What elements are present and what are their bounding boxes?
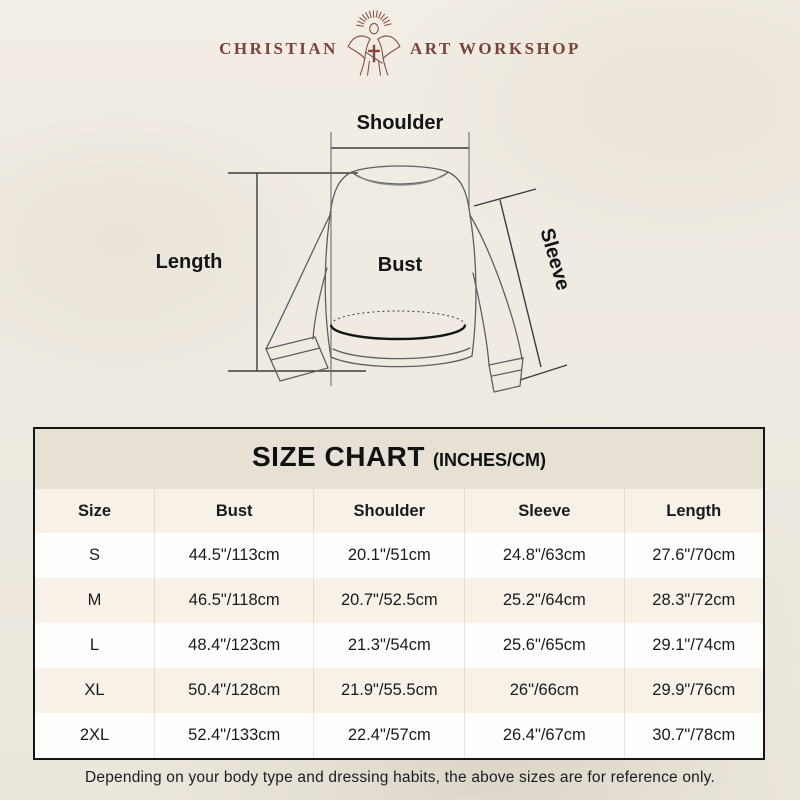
bust-line-dotted bbox=[331, 311, 465, 325]
column-header-bust: Bust bbox=[154, 489, 313, 533]
column-header-size: Size bbox=[77, 501, 112, 520]
table-row-2xl bbox=[35, 713, 763, 758]
sweater-measurement-diagram bbox=[0, 88, 800, 430]
cell-size: XL bbox=[84, 681, 105, 699]
bust-line-solid bbox=[331, 325, 465, 339]
cell-shoulder: 21.9"/55.5cm bbox=[313, 668, 464, 713]
jesus-rays-cross-icon bbox=[336, 6, 412, 78]
cell-shoulder: 21.3"/54cm bbox=[313, 623, 464, 668]
table-header-row bbox=[35, 489, 763, 533]
sleeve-label: Sleeve bbox=[535, 225, 575, 293]
length-label: Length bbox=[155, 251, 223, 273]
cell-bust: 52.4"/133cm bbox=[154, 713, 313, 758]
table-row-s bbox=[35, 533, 763, 578]
column-header-length: Length bbox=[624, 489, 763, 533]
left-sleeve bbox=[266, 215, 330, 349]
cell-length: 29.1"/74cm bbox=[624, 623, 763, 668]
cell-shoulder: 20.7"/52.5cm bbox=[313, 578, 464, 623]
collar-outer bbox=[352, 172, 448, 184]
size-chart-table bbox=[33, 427, 765, 760]
table-row-m bbox=[35, 578, 763, 623]
cell-bust: 50.4"/128cm bbox=[154, 668, 313, 713]
cell-sleeve: 25.2"/64cm bbox=[464, 578, 623, 623]
cell-bust: 46.5"/118cm bbox=[154, 578, 313, 623]
chest-cross-icon bbox=[368, 45, 380, 63]
sweater-outline bbox=[266, 166, 523, 392]
column-header-sleeve: Sleeve bbox=[464, 489, 623, 533]
brand-header bbox=[0, 6, 800, 78]
column-header-shoulder: Shoulder bbox=[313, 489, 464, 533]
size-chart-title: SIZE CHART bbox=[252, 441, 425, 472]
cell-size: M bbox=[87, 591, 102, 609]
cell-sleeve: 26"/66cm bbox=[464, 668, 623, 713]
shoulder-label: Shoulder bbox=[356, 112, 444, 134]
size-chart-title-band bbox=[35, 429, 763, 489]
cell-bust: 48.4"/123cm bbox=[154, 623, 313, 668]
cell-shoulder: 22.4"/57cm bbox=[313, 713, 464, 758]
cell-bust: 44.5"/113cm bbox=[154, 533, 313, 578]
cell-length: 27.6"/70cm bbox=[624, 533, 763, 578]
cell-sleeve: 26.4"/67cm bbox=[464, 713, 623, 758]
cell-size: L bbox=[89, 636, 100, 654]
logo-text-art-workshop: ART WORKSHOP bbox=[409, 39, 581, 58]
cell-length: 30.7"/78cm bbox=[624, 713, 763, 758]
table-row-l bbox=[35, 623, 763, 668]
cell-size: S bbox=[89, 546, 101, 564]
sleeve-dimension-line bbox=[500, 200, 541, 367]
logo-text-christian: CHRISTIAN bbox=[219, 39, 338, 58]
cell-sleeve: 25.6"/65cm bbox=[464, 623, 623, 668]
cell-shoulder: 20.1"/51cm bbox=[313, 533, 464, 578]
size-chart-subtitle: (INCHES/CM) bbox=[433, 450, 546, 470]
bust-label: Bust bbox=[377, 254, 423, 276]
cell-size: 2XL bbox=[79, 726, 110, 744]
cell-length: 28.3"/72cm bbox=[624, 578, 763, 623]
reference-disclaimer: Depending on your body type and dressing habits, the above sizes are for reference only. bbox=[85, 769, 715, 786]
table-row-xl bbox=[35, 668, 763, 713]
hem-line bbox=[331, 356, 472, 367]
cell-sleeve: 24.8"/63cm bbox=[464, 533, 623, 578]
right-sleeve bbox=[470, 215, 522, 359]
cell-length: 29.9"/76cm bbox=[624, 668, 763, 713]
